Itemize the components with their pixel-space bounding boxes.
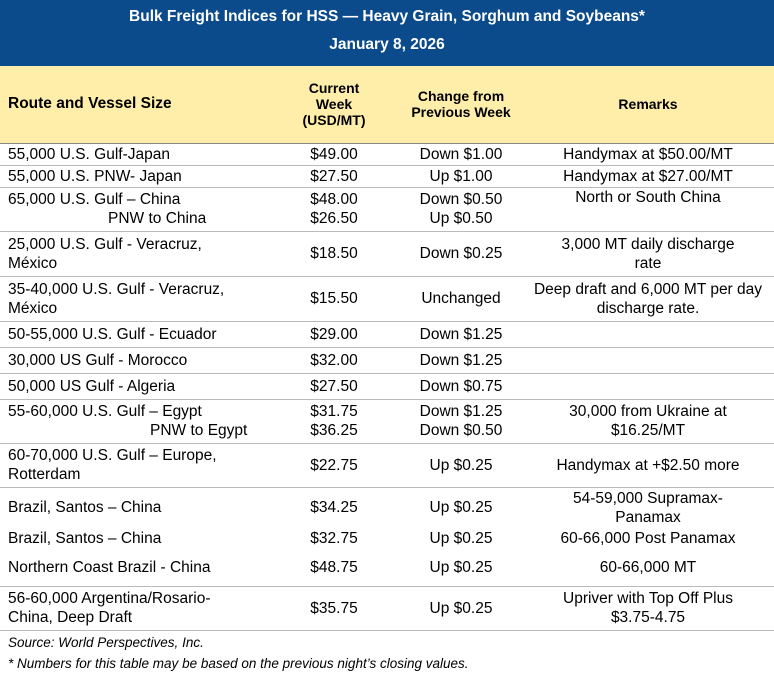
- header-remarks: Remarks: [522, 66, 774, 143]
- change-cell: Up $0.25: [400, 586, 522, 630]
- current-line: $48.00: [310, 191, 358, 208]
- current-cell: $22.75: [268, 443, 400, 487]
- route-line: Rotterdam: [8, 466, 81, 483]
- change-cell: [400, 399, 522, 443]
- freight-table: [0, 66, 774, 631]
- remarks-cell: 3,000 MT daily discharge rate: [522, 231, 774, 276]
- remarks-line: 60-66,000 MT: [599, 558, 697, 576]
- route-line: PNW to Egypt: [150, 422, 248, 439]
- table-title-block: [0, 0, 774, 66]
- route-line: 60-70,000 U.S. Gulf – Europe,: [8, 447, 217, 464]
- route-cell: 55,000 U.S. Gulf-Japan: [0, 143, 268, 165]
- route-line: Brazil, Santos – China: [8, 529, 162, 547]
- footnote: * Numbers for this table may be based on the previous night’s closing values.: [8, 655, 469, 671]
- route-line: China, Deep Draft: [8, 609, 133, 626]
- header-change: [400, 66, 522, 143]
- remarks-cell: [522, 321, 774, 347]
- remarks-cell: [522, 347, 774, 373]
- route-cell: [0, 231, 268, 276]
- table-row: [0, 143, 774, 165]
- remarks-cell: 30,000 from Ukraine at $16.25/MT: [522, 399, 774, 443]
- current-cell: [268, 187, 400, 231]
- header-row: [0, 66, 774, 143]
- source-note: Source: World Perspectives, Inc.: [8, 634, 204, 650]
- current-cell: $35.75: [268, 586, 400, 630]
- change-line: Up $0.50: [429, 210, 493, 227]
- change-cell: Down $1.00: [400, 143, 522, 165]
- header-change-line: Previous Week: [411, 104, 511, 121]
- table-row: [0, 373, 774, 399]
- current-line: $32.75: [310, 529, 358, 547]
- header-change-line: Change from: [417, 88, 505, 105]
- route-cell: 50-55,000 U.S. Gulf - Ecuador: [0, 321, 268, 347]
- change-cell: Up $0.25: [400, 443, 522, 487]
- remarks-line: North or South China: [575, 188, 721, 206]
- remarks-cell: Handymax at $27.00/MT: [522, 165, 774, 187]
- table-row: [0, 443, 774, 487]
- route-line: 25,000 U.S. Gulf - Veracruz,: [8, 235, 202, 253]
- header-current: [268, 66, 400, 143]
- current-cell: $49.00: [268, 143, 400, 165]
- route-line: 65,000 U.S. Gulf – China: [8, 191, 181, 208]
- table-row: [0, 487, 774, 586]
- change-line: Down $1.25: [419, 403, 503, 420]
- table-row: [0, 586, 774, 630]
- table-row: [0, 231, 774, 276]
- route-line: México: [8, 254, 58, 272]
- current-cell: $18.50: [268, 231, 400, 276]
- table-row: [0, 347, 774, 373]
- table-title: Bulk Freight Indices for HSS — Heavy Grain, Sorghum and Soybeans*: [129, 8, 645, 25]
- change-cell: Unchanged: [400, 276, 522, 321]
- remarks-cell: Upriver with Top Off Plus $3.75-4.75: [522, 586, 774, 630]
- change-line: Up $0.25: [429, 498, 493, 516]
- current-line: $26.50: [310, 210, 358, 227]
- header-current-line: Week: [315, 96, 353, 113]
- change-cell: Up $1.00: [400, 165, 522, 187]
- change-cell: Down $1.25: [400, 321, 522, 347]
- header-route: Route and Vessel Size: [0, 66, 268, 143]
- remarks-line: 60-66,000 Post Panamax: [560, 529, 736, 547]
- route-cell: [0, 443, 268, 487]
- table-row: [0, 276, 774, 321]
- route-line: PNW to China: [108, 210, 207, 227]
- change-line: Up $0.25: [429, 529, 493, 547]
- current-cell: $15.50: [268, 276, 400, 321]
- route-cell: [0, 487, 268, 586]
- route-line: 35-40,000 U.S. Gulf - Veracruz,: [8, 280, 225, 298]
- route-cell: [0, 586, 268, 630]
- current-cell: $29.00: [268, 321, 400, 347]
- route-cell: 50,000 US Gulf - Algeria: [0, 373, 268, 399]
- change-line: Down $0.50: [419, 422, 503, 439]
- current-line: $36.25: [310, 422, 358, 439]
- table-row: [0, 187, 774, 231]
- remarks-cell: Handymax at +$2.50 more: [522, 443, 774, 487]
- route-line: Northern Coast Brazil - China: [8, 558, 211, 576]
- remarks-cell: Handymax at $50.00/MT: [522, 143, 774, 165]
- current-cell: $27.50: [268, 165, 400, 187]
- table-row: [0, 165, 774, 187]
- remarks-cell: [522, 487, 774, 586]
- table-row: [0, 321, 774, 347]
- table-row: [0, 399, 774, 443]
- remarks-cell: [522, 187, 774, 231]
- current-cell: $27.50: [268, 373, 400, 399]
- route-cell: [0, 399, 268, 443]
- change-cell: [400, 187, 522, 231]
- header-current-line: (USD/MT): [302, 112, 366, 129]
- table-date: January 8, 2026: [329, 36, 445, 53]
- change-line: Down $0.50: [419, 191, 503, 208]
- route-line: México: [8, 299, 58, 317]
- route-line: 55-60,000 U.S. Gulf – Egypt: [8, 403, 202, 420]
- current-line: $48.75: [310, 558, 358, 576]
- route-line: Brazil, Santos – China: [8, 498, 162, 516]
- current-cell: [268, 487, 400, 586]
- route-cell: [0, 276, 268, 321]
- route-cell: 55,000 U.S. PNW- Japan: [0, 165, 268, 187]
- remarks-cell: [522, 373, 774, 399]
- route-cell: [0, 187, 268, 231]
- remarks-line: 54-59,000 Supramax-Panamax: [573, 489, 723, 526]
- change-cell: Down $0.75: [400, 373, 522, 399]
- change-cell: Down $1.25: [400, 347, 522, 373]
- current-cell: [268, 399, 400, 443]
- change-cell: Down $0.25: [400, 231, 522, 276]
- current-line: $34.25: [310, 498, 358, 516]
- current-cell: $32.00: [268, 347, 400, 373]
- current-line: $31.75: [310, 403, 358, 420]
- header-current-line: Current: [308, 80, 360, 97]
- change-line: Up $0.25: [429, 558, 493, 576]
- route-line: 56-60,000 Argentina/Rosario-: [8, 590, 211, 607]
- route-cell: 30,000 US Gulf - Morocco: [0, 347, 268, 373]
- change-cell: [400, 487, 522, 586]
- remarks-cell: Deep draft and 6,000 MT per day discharge rate.: [522, 276, 774, 321]
